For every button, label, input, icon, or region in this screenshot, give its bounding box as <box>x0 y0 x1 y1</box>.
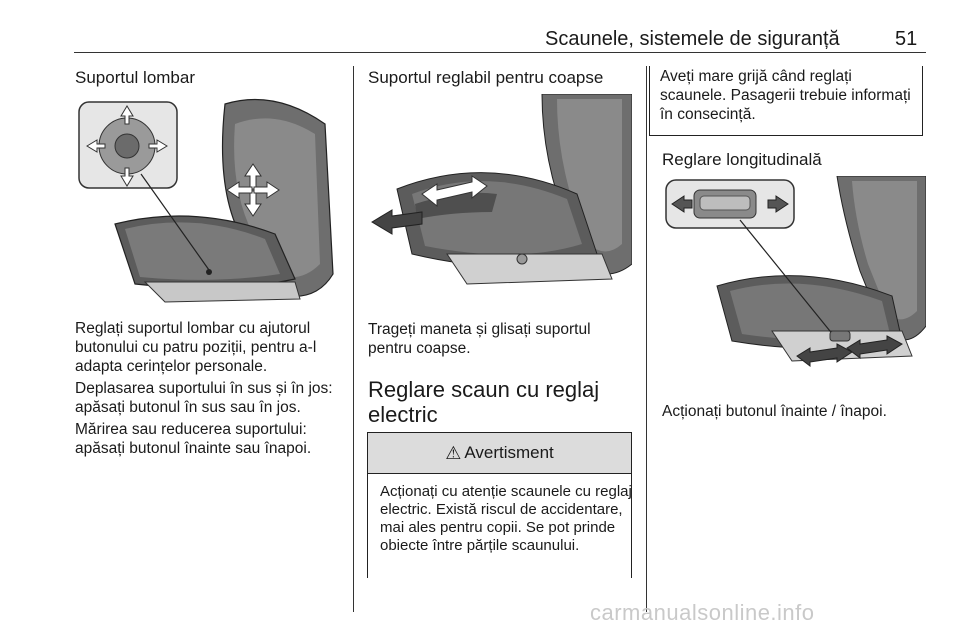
thigh-support-heading: Suportul reglabil pentru coapse <box>368 68 604 87</box>
thigh-support-paragraph: Trageți maneta și glisați suportul pentru coapse. <box>368 321 591 357</box>
warning-triangle-icon: ⚠ <box>445 442 462 463</box>
lumbar-paragraph-2: Deplasarea suportului în sus și în jos: apăsați butonul în sus sau în jos. <box>75 380 333 416</box>
warning-box <box>367 432 632 578</box>
page-number: 51 <box>895 28 918 50</box>
column-divider-1 <box>353 66 354 612</box>
lumbar-support-illustration <box>75 94 338 307</box>
warning-text: Acționați cu atenție scaunele cu reglaj electric. Există riscul de accidentare, mai ales pentru copii. Se pot prinde obiecte între părțile scaunului. <box>380 483 632 554</box>
thigh-support-illustration <box>367 94 632 307</box>
lumbar-paragraph-1: Reglați suportul lombar cu ajutorul butonului cu patru poziții, pentru a-l adapta cerințelor personale. <box>75 320 317 375</box>
header-rule <box>74 52 926 53</box>
warning-title: Avertisment <box>464 443 554 462</box>
lumbar-paragraph-3: Mărirea sau reducerea suportului: apăsați butonul înainte sau înapoi. <box>75 421 312 457</box>
electric-seat-heading: Reglare scaun cu reglaj electric <box>368 377 600 427</box>
warning-header <box>368 433 631 474</box>
longitudinal-adjustment-illustration <box>662 176 926 386</box>
page-header-title: Scaunele, sistemele de siguranță <box>545 28 840 50</box>
notice-box <box>649 66 923 136</box>
lumbar-heading: Suportul lombar <box>75 68 196 87</box>
column-divider-2 <box>646 66 647 612</box>
notice-text: Aveți mare grijă când reglați scaunele. Pasagerii trebuie informați în consecință. <box>660 68 911 123</box>
longitudinal-heading: Reglare longitudinală <box>662 150 822 169</box>
longitudinal-paragraph: Acționați butonul înainte / înapoi. <box>662 403 887 420</box>
watermark: carmanualsonline.info <box>590 600 815 625</box>
